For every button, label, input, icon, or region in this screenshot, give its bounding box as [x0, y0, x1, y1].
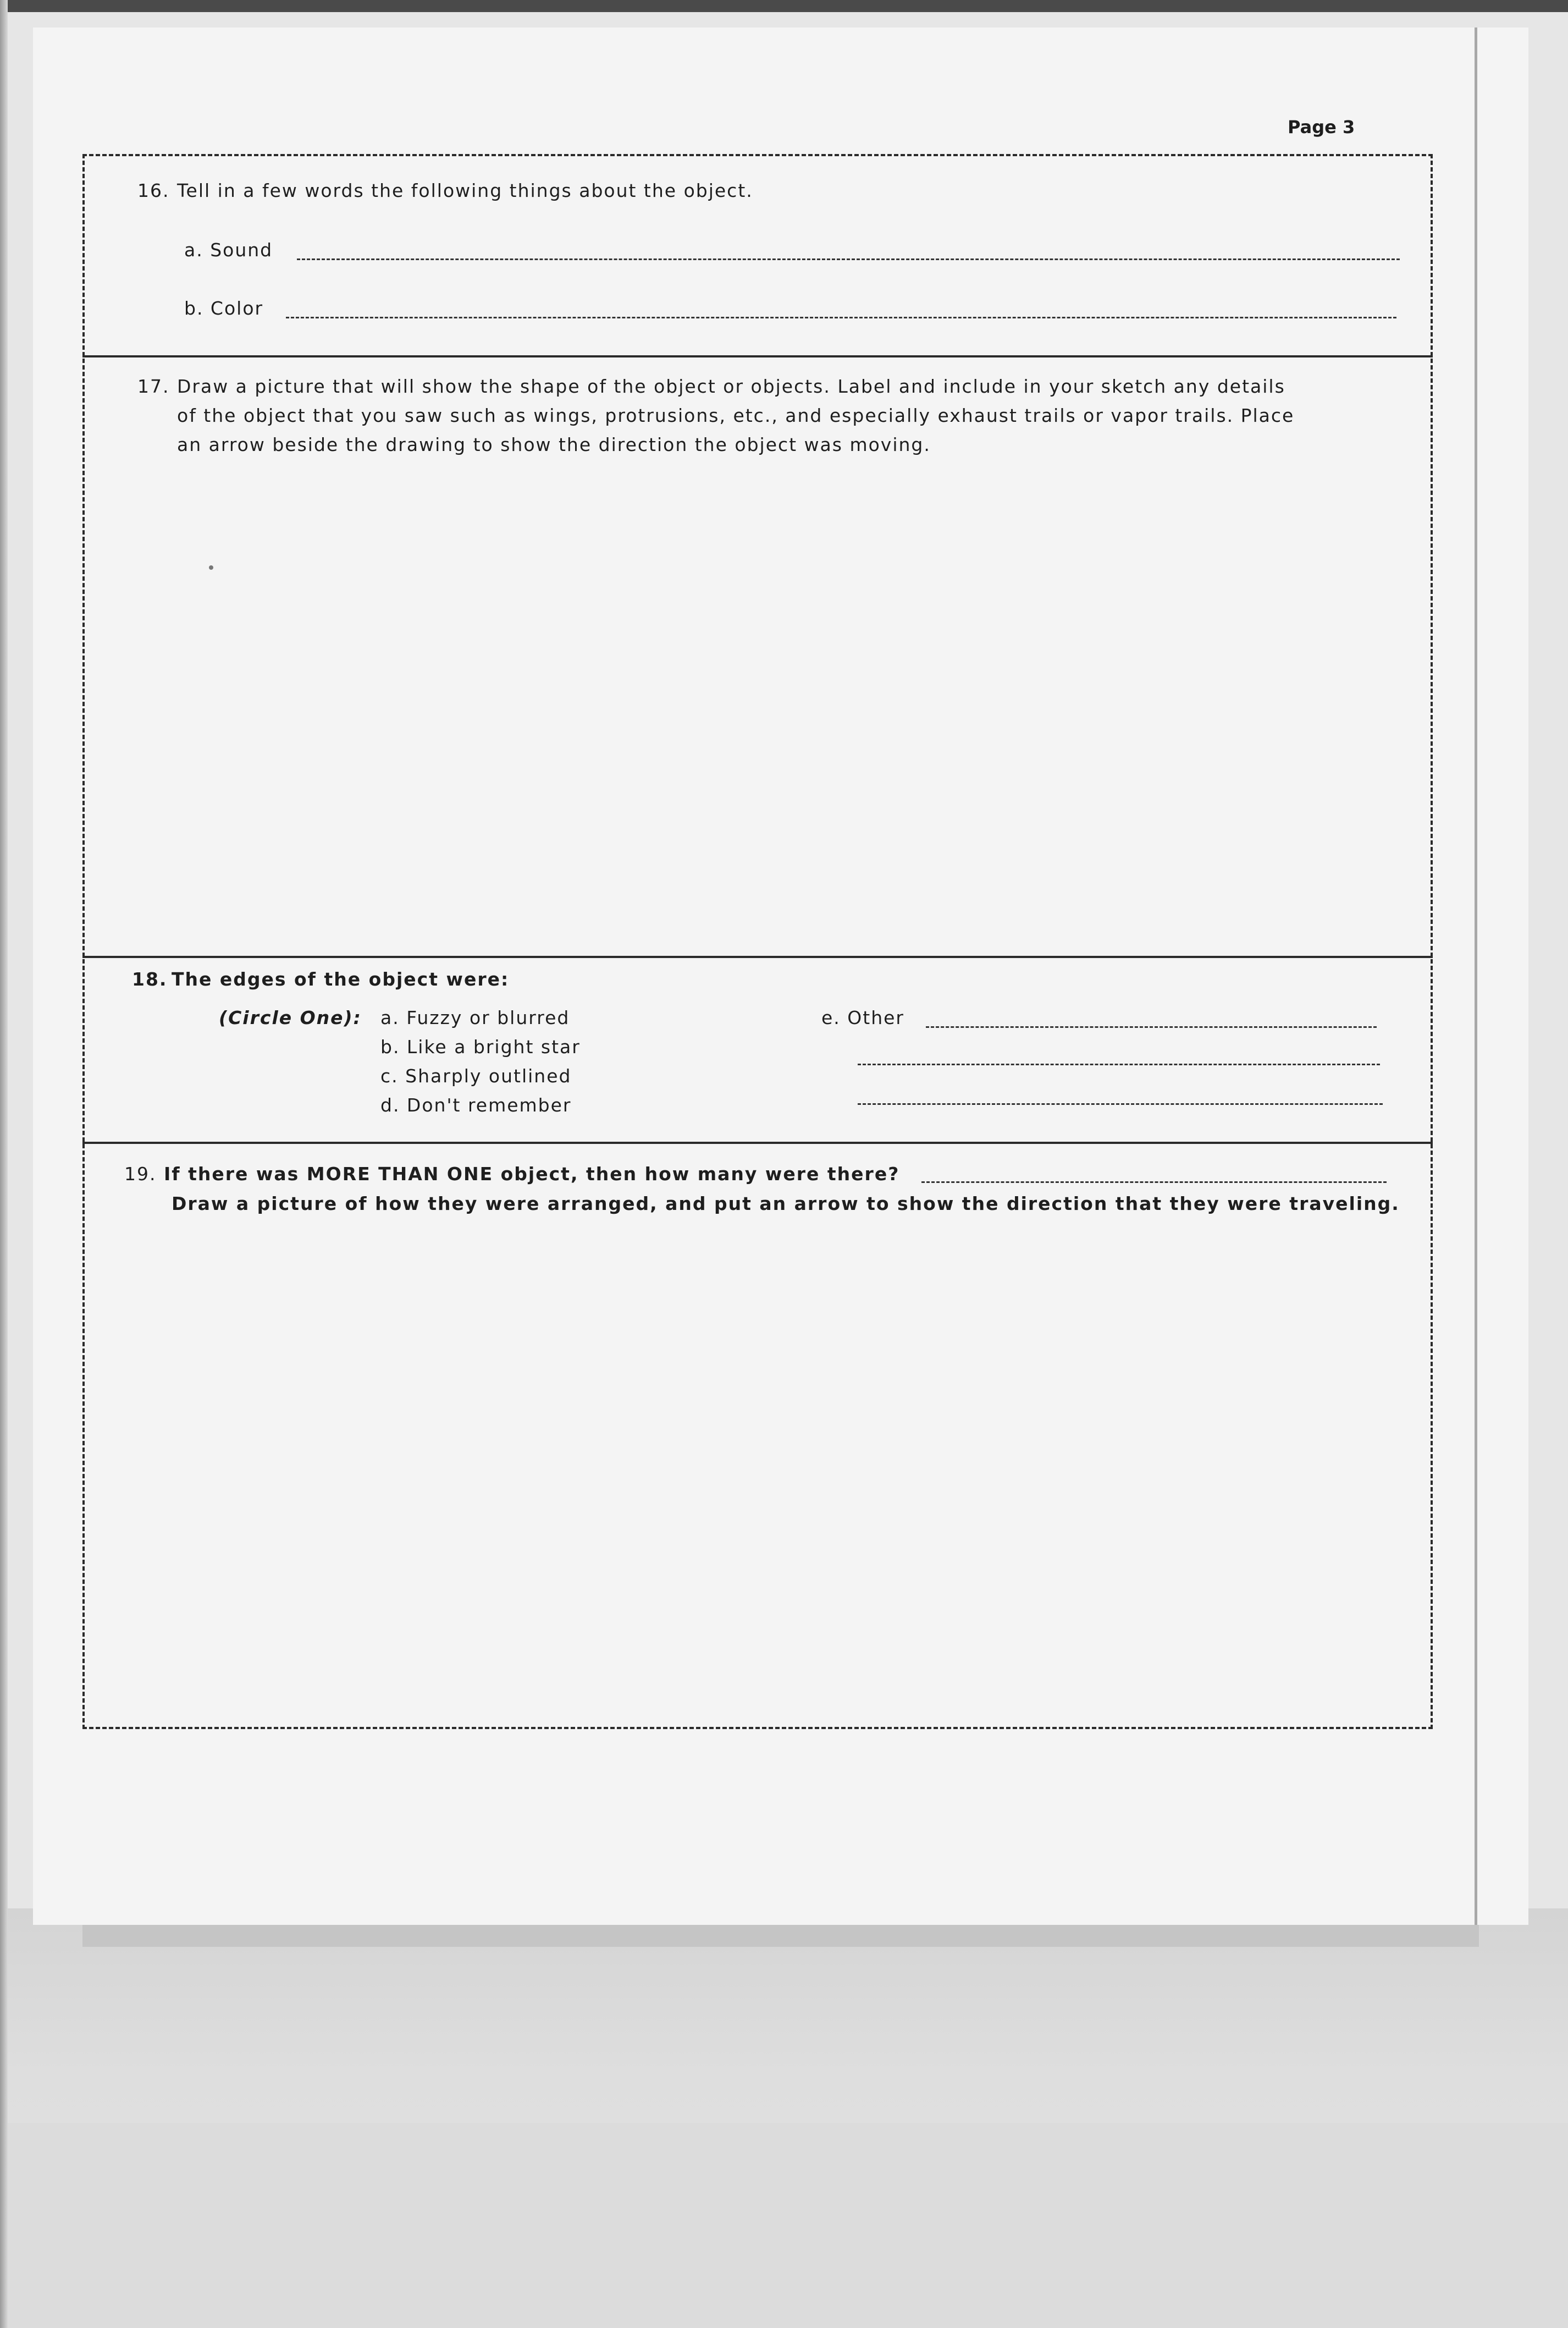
scan-top-edge — [0, 0, 1568, 12]
divider-16-17 — [82, 355, 1433, 357]
divider-18-19 — [82, 1142, 1433, 1144]
question-17-line3: an arrow beside the drawing to show the direction the object was moving. — [177, 434, 931, 455]
question-18-number: 18. — [132, 968, 168, 990]
question-16-prompt — [137, 177, 753, 205]
sketch-area-19[interactable] — [88, 1232, 1424, 1721]
edge-option-b[interactable]: b. Like a bright star — [380, 1036, 581, 1058]
other-answer-line-1[interactable] — [926, 1026, 1377, 1028]
object-count-answer-line[interactable] — [921, 1181, 1387, 1183]
paper-right-edge — [1475, 27, 1477, 1925]
question-19-text-line1: If there was MORE THAN ONE object, then how many were there? — [164, 1163, 900, 1185]
edge-option-d[interactable]: d. Don't remember — [380, 1094, 572, 1116]
question-18-prompt — [132, 966, 509, 993]
question-16-text: Tell in a few words the following things about the object. — [177, 180, 753, 201]
circle-one-instruction: (Circle One): — [219, 1007, 362, 1028]
other-answer-line-3[interactable] — [858, 1103, 1383, 1105]
edge-option-c[interactable]: c. Sharply outlined — [380, 1065, 572, 1087]
sketch-area-17[interactable] — [88, 473, 1424, 946]
question-18-text: The edges of the object were: — [172, 968, 510, 990]
color-answer-line[interactable] — [286, 317, 1396, 318]
question-17-line2: of the object that you saw such as wings, protrusions, etc., and especially exhaust trails or vapor trails. Place — [177, 405, 1295, 426]
question-17-line1 — [137, 373, 1285, 400]
divider-17-18 — [82, 956, 1433, 958]
question-19-line2: Draw a picture of how they were arranged, and put an arrow to show the direction that they were traveling. — [172, 1193, 1400, 1214]
question-16b-label: b. Color — [184, 298, 264, 319]
scan-background-band — [0, 2123, 1568, 2328]
question-16-number: 16. — [137, 180, 170, 201]
sound-answer-line[interactable] — [297, 258, 1400, 260]
scan-left-edge — [0, 0, 8, 2328]
question-17-text-line1: Draw a picture that will show the shape of the object or objects. Label and include in your sketch any details — [177, 376, 1285, 397]
question-19-number: 19. — [124, 1163, 157, 1185]
question-19-line1 — [124, 1160, 899, 1188]
edge-option-a[interactable]: a. Fuzzy or blurred — [380, 1007, 570, 1028]
page-number: Page 3 — [1288, 117, 1355, 137]
question-17-number: 17. — [137, 376, 170, 397]
edge-option-e[interactable]: e. Other — [821, 1007, 904, 1028]
question-16a-label: a. Sound — [184, 239, 273, 261]
other-answer-line-2[interactable] — [858, 1064, 1380, 1065]
paper-bottom-shadow — [82, 1925, 1479, 1947]
